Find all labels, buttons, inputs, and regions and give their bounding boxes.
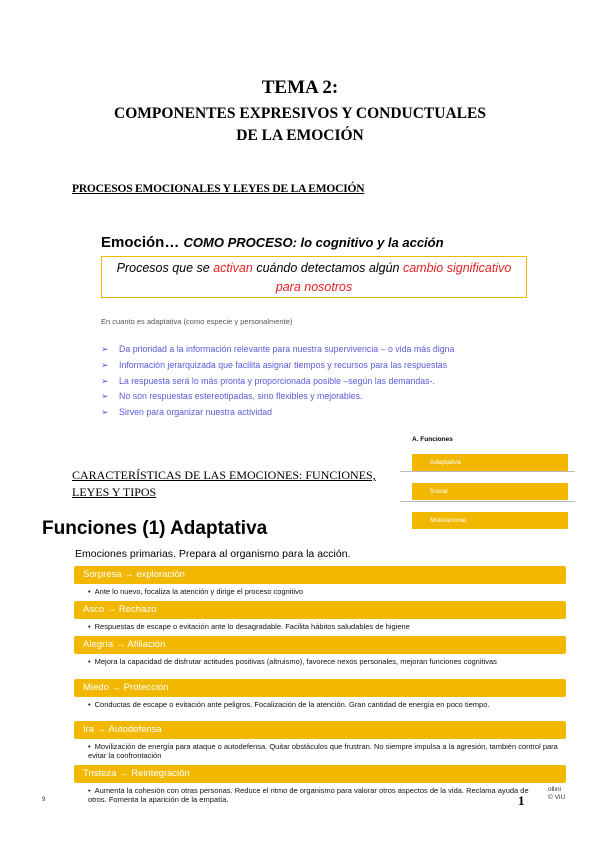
- page-number: 1: [518, 793, 525, 808]
- emotion-bar-tristeza: Tristeza → Reintegración: [74, 765, 566, 783]
- arrow-bullet-icon: ➢: [101, 344, 109, 354]
- bullet-list: [101, 342, 561, 421]
- funciones-title: Funciones (1) Adaptativa: [42, 518, 268, 539]
- emotion-desc-asco: • Respuestas de escape o evitación ante lo desagradable. Facilita hábitos saludables de higiene: [88, 622, 558, 631]
- adaptive-note: En cuanto es adaptativa (como especie y personalmente): [101, 317, 293, 326]
- emotion-desc-tristeza: • Aumenta la cohesión con otras personas. Reduce el ritmo de organismo para valorar otros aspectos de la vida. Reclama ayuda de otros. Fomenta la aparición de la empatía.: [88, 786, 548, 804]
- emocion-title-main: Emoción…: [101, 234, 180, 251]
- arrow-bullet-icon: ➢: [101, 359, 109, 370]
- section-heading-procesos: PROCESOS EMOCIONALES Y LEYES DE LA EMOCIÓN: [72, 183, 365, 195]
- list-item: ➢ Información jerarquizada que facilita asignar tiempos y recursos para las respuestas: [101, 358, 561, 374]
- list-item: ➢ La respuesta será lo más pronta y proporcionada posible –según las demandas-.: [101, 374, 561, 390]
- emotion-bar-asco: Asco → Rechazo: [74, 601, 566, 619]
- footer-left-mark: 9: [42, 797, 46, 803]
- emotion-bar-miedo: Miedo → Protección: [74, 679, 566, 697]
- doc-subtitle-line2: DE LA EMOCIÓN: [236, 127, 364, 144]
- function-box-adaptativa: Adaptativa: [412, 454, 568, 471]
- arrow-bullet-icon: ➢: [101, 391, 109, 402]
- emotion-bar-alegria: Alegría → Afiliación: [74, 636, 566, 654]
- tema-title: TEMA 2:: [261, 77, 339, 98]
- divider: [400, 471, 575, 472]
- arrow-bullet-icon: ➢: [101, 407, 109, 418]
- section-heading-caracteristicas-1: CARACTERÍSTICAS DE LAS EMOCIONES: FUNCIONES,: [72, 468, 376, 482]
- emocion-title: [101, 234, 444, 251]
- definition-box: [101, 256, 527, 298]
- list-item: ➢ Da prioridad a la información relevante para nuestra supervivencia – o vida más digna: [101, 342, 561, 358]
- box-text-1: Procesos que se: [116, 261, 214, 275]
- function-box-motivacional: Motivacional: [412, 512, 568, 529]
- box-text-cambio: cambio significativo: [402, 261, 512, 275]
- arrow-bullet-icon: ➢: [101, 375, 109, 386]
- emotion-desc-miedo: • Conductas de escape o evitación ante peligros. Focalización de la atención. Gran cantidad de energía en poco tiempo.: [88, 700, 558, 709]
- box-text-3: cuándo detectamos algún: [252, 261, 403, 275]
- footer-copyright: ollini © VIU: [548, 786, 566, 801]
- list-item: ➢ Sirven para organizar nuestra actividad: [101, 405, 561, 421]
- funciones-subtitle: Emociones primarias. Prepara al organismo para la acción.: [75, 548, 351, 560]
- section-heading-caracteristicas-2: LEYES Y TIPOS: [72, 485, 157, 499]
- emotion-bar-sorpresa: Sorpresa → exploración: [74, 566, 566, 584]
- box-text-nosotros: para nosotros: [275, 280, 353, 294]
- functions-diagram-label: A. Funciones: [412, 436, 453, 443]
- emotion-desc-sorpresa: • Ante lo nuevo, focaliza la atención y dirige el proceso cognitivo: [88, 587, 558, 596]
- function-box-social: Social: [412, 483, 568, 500]
- list-item: ➢ No son respuestas estereotipadas, sino flexibles y mejorables.: [101, 389, 561, 405]
- emotion-desc-alegria: • Mejora la capacidad de disfrutar actitudes positivas (altruismo), favorece nexos personales, mejoran funciones cognitivas: [88, 657, 558, 666]
- doc-subtitle-line1: COMPONENTES EXPRESIVOS Y CONDUCTUALES: [114, 105, 486, 122]
- emotion-bar-ira: Ira → Autodefensa: [74, 721, 566, 739]
- emotion-desc-ira: • Movilización de energía para ataque o autodefensa. Quitar obstáculos que frustran. No siempre impulsa a la agresión, también control para evitar la confrontación: [88, 742, 558, 760]
- divider: [400, 501, 575, 502]
- box-text-activan: activan: [213, 261, 253, 275]
- emocion-title-italic: COMO PROCESO: lo cognitivo y la acción: [183, 235, 444, 250]
